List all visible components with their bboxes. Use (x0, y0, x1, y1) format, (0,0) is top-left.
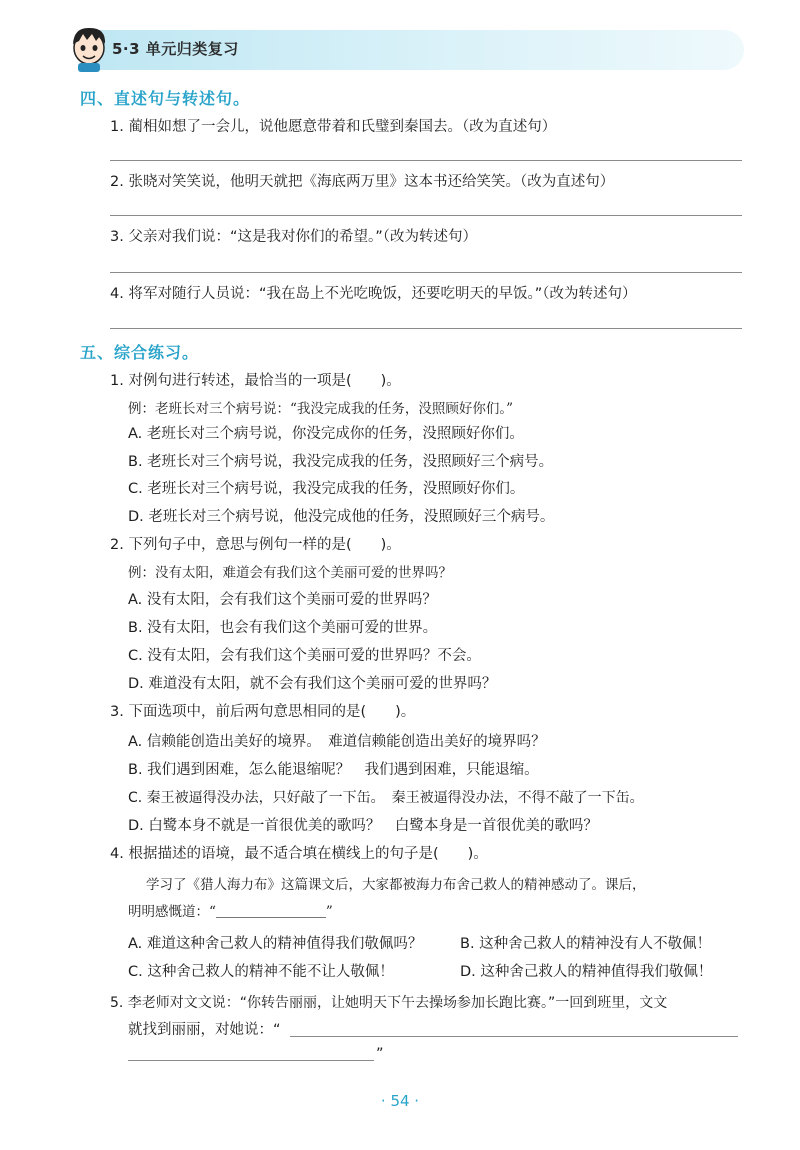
section-title-4: 四、直述句与转述句。 (80, 89, 251, 108)
s5-q1-example: 例：老班长对三个病号说：“我没完成我的任务，没照顾好你们。” (128, 401, 514, 417)
answer-line-s4-2[interactable] (110, 215, 742, 216)
s5-q3-option-b[interactable]: B. 我们遇到困难，怎么能退缩呢？ 我们遇到困难，只能退缩。 (128, 762, 539, 778)
answer-line-s4-4[interactable] (110, 328, 742, 329)
cartoon-boy-mascot-icon (66, 22, 112, 72)
answer-line-s5-5a[interactable] (290, 1036, 738, 1037)
s5-q2-option-d[interactable]: D. 难道没有太阳，就不会有我们这个美丽可爱的世界吗？ (128, 676, 497, 692)
s4-question-3: 3. 父亲对我们说：“这是我对你们的希望。”（改为转述句） (110, 229, 477, 245)
header-title: 5·3 单元归类复习 (112, 40, 239, 58)
answer-line-s4-1[interactable] (110, 160, 742, 161)
s5-q5-line-2: 就找到丽丽，对她说：“ (128, 1022, 281, 1038)
s5-q1-option-a[interactable]: A. 老班长对三个病号说，你没完成你的任务，没照顾好你们。 (128, 426, 524, 442)
s5-q3-option-d[interactable]: D. 白鹭本身不就是一首很优美的歌吗？ 白鹭本身是一首很优美的歌吗？ (128, 818, 598, 834)
s5-q1-option-c[interactable]: C. 老班长对三个病号说，我没完成我的任务，没照顾好你们。 (128, 481, 525, 497)
s5-q3-stem: 3. 下面选项中，前后两句意思相同的是( )。 (110, 704, 416, 720)
s5-q4-context-prefix: 明明感慨道：“ (128, 904, 216, 920)
s5-q4-option-b[interactable]: B. 这种舍己救人的精神没有人不敬佩！ (460, 936, 712, 952)
s5-q2-stem: 2. 下列句子中，意思与例句一样的是( )。 (110, 537, 401, 553)
s5-q4-option-c[interactable]: C. 这种舍己救人的精神不能不让人敬佩！ (128, 964, 394, 980)
answer-line-s4-3[interactable] (110, 272, 742, 273)
s4-question-2: 2. 张晓对笑笑说，他明天就把《海底两万里》这本书还给笑笑。（改为直述句） (110, 174, 615, 190)
s5-q5-close-quote: ” (376, 1046, 384, 1062)
s5-q4-context-suffix: ” (325, 904, 333, 920)
s5-q3-option-a[interactable]: A. 信赖能创造出美好的境界。 难道信赖能创造出美好的境界吗？ (128, 734, 546, 750)
s5-q3-option-c[interactable]: C. 秦王被逼得没办法，只好敲了一下缶。 秦王被逼得没办法，不得不敲了一下缶。 (128, 790, 644, 806)
section-title-5: 五、综合练习。 (80, 343, 200, 362)
s5-q1-option-d[interactable]: D. 老班长对三个病号说，他没完成他的任务，没照顾好三个病号。 (128, 509, 555, 525)
s5-q4-option-a[interactable]: A. 难道这种舍己救人的精神值得我们敬佩吗？ (128, 936, 423, 952)
s5-q4-context-line-1: 学习了《猎人海力布》这篇课文后，大家都被海力布舍己救人的精神感动了。课后， (146, 877, 646, 893)
s5-q5-line-1: 5. 李老师对文文说：“你转告丽丽，让她明天下午去操场参加长跑比赛。”一回到班里，文文 (110, 995, 668, 1011)
s4-question-1: 1. 蔺相如想了一会儿，说他愿意带着和氏璧到秦国去。（改为直述句） (110, 119, 557, 135)
s5-q2-option-b[interactable]: B. 没有太阳，也会有我们这个美丽可爱的世界。 (128, 620, 438, 636)
s5-q1-stem: 1. 对例句进行转述，最恰当的一项是( )。 (110, 373, 401, 389)
s5-q2-option-c[interactable]: C. 没有太阳，会有我们这个美丽可爱的世界吗？不会。 (128, 648, 481, 664)
s5-q1-option-b[interactable]: B. 老班长对三个病号说，我没完成我的任务，没照顾好三个病号。 (128, 454, 554, 470)
s5-q4-context-line-2 (128, 902, 800, 922)
s5-q4-stem: 4. 根据描述的语境，最不适合填在横线上的句子是( )。 (110, 846, 488, 862)
answer-line-s5-5b[interactable] (128, 1060, 374, 1061)
s5-q4-blank[interactable] (216, 917, 326, 918)
s4-question-4: 4. 将军对随行人员说：“我在岛上不光吃晚饭，还要吃明天的早饭。”（改为转述句） (110, 286, 637, 302)
s5-q2-option-a[interactable]: A. 没有太阳，会有我们这个美丽可爱的世界吗？ (128, 592, 437, 608)
s5-q4-option-d[interactable]: D. 这种舍己救人的精神值得我们敬佩！ (460, 964, 713, 980)
page-number: · 54 · (380, 1092, 420, 1110)
s5-q2-example: 例：没有太阳，难道会有我们这个美丽可爱的世界吗？ (128, 565, 452, 581)
